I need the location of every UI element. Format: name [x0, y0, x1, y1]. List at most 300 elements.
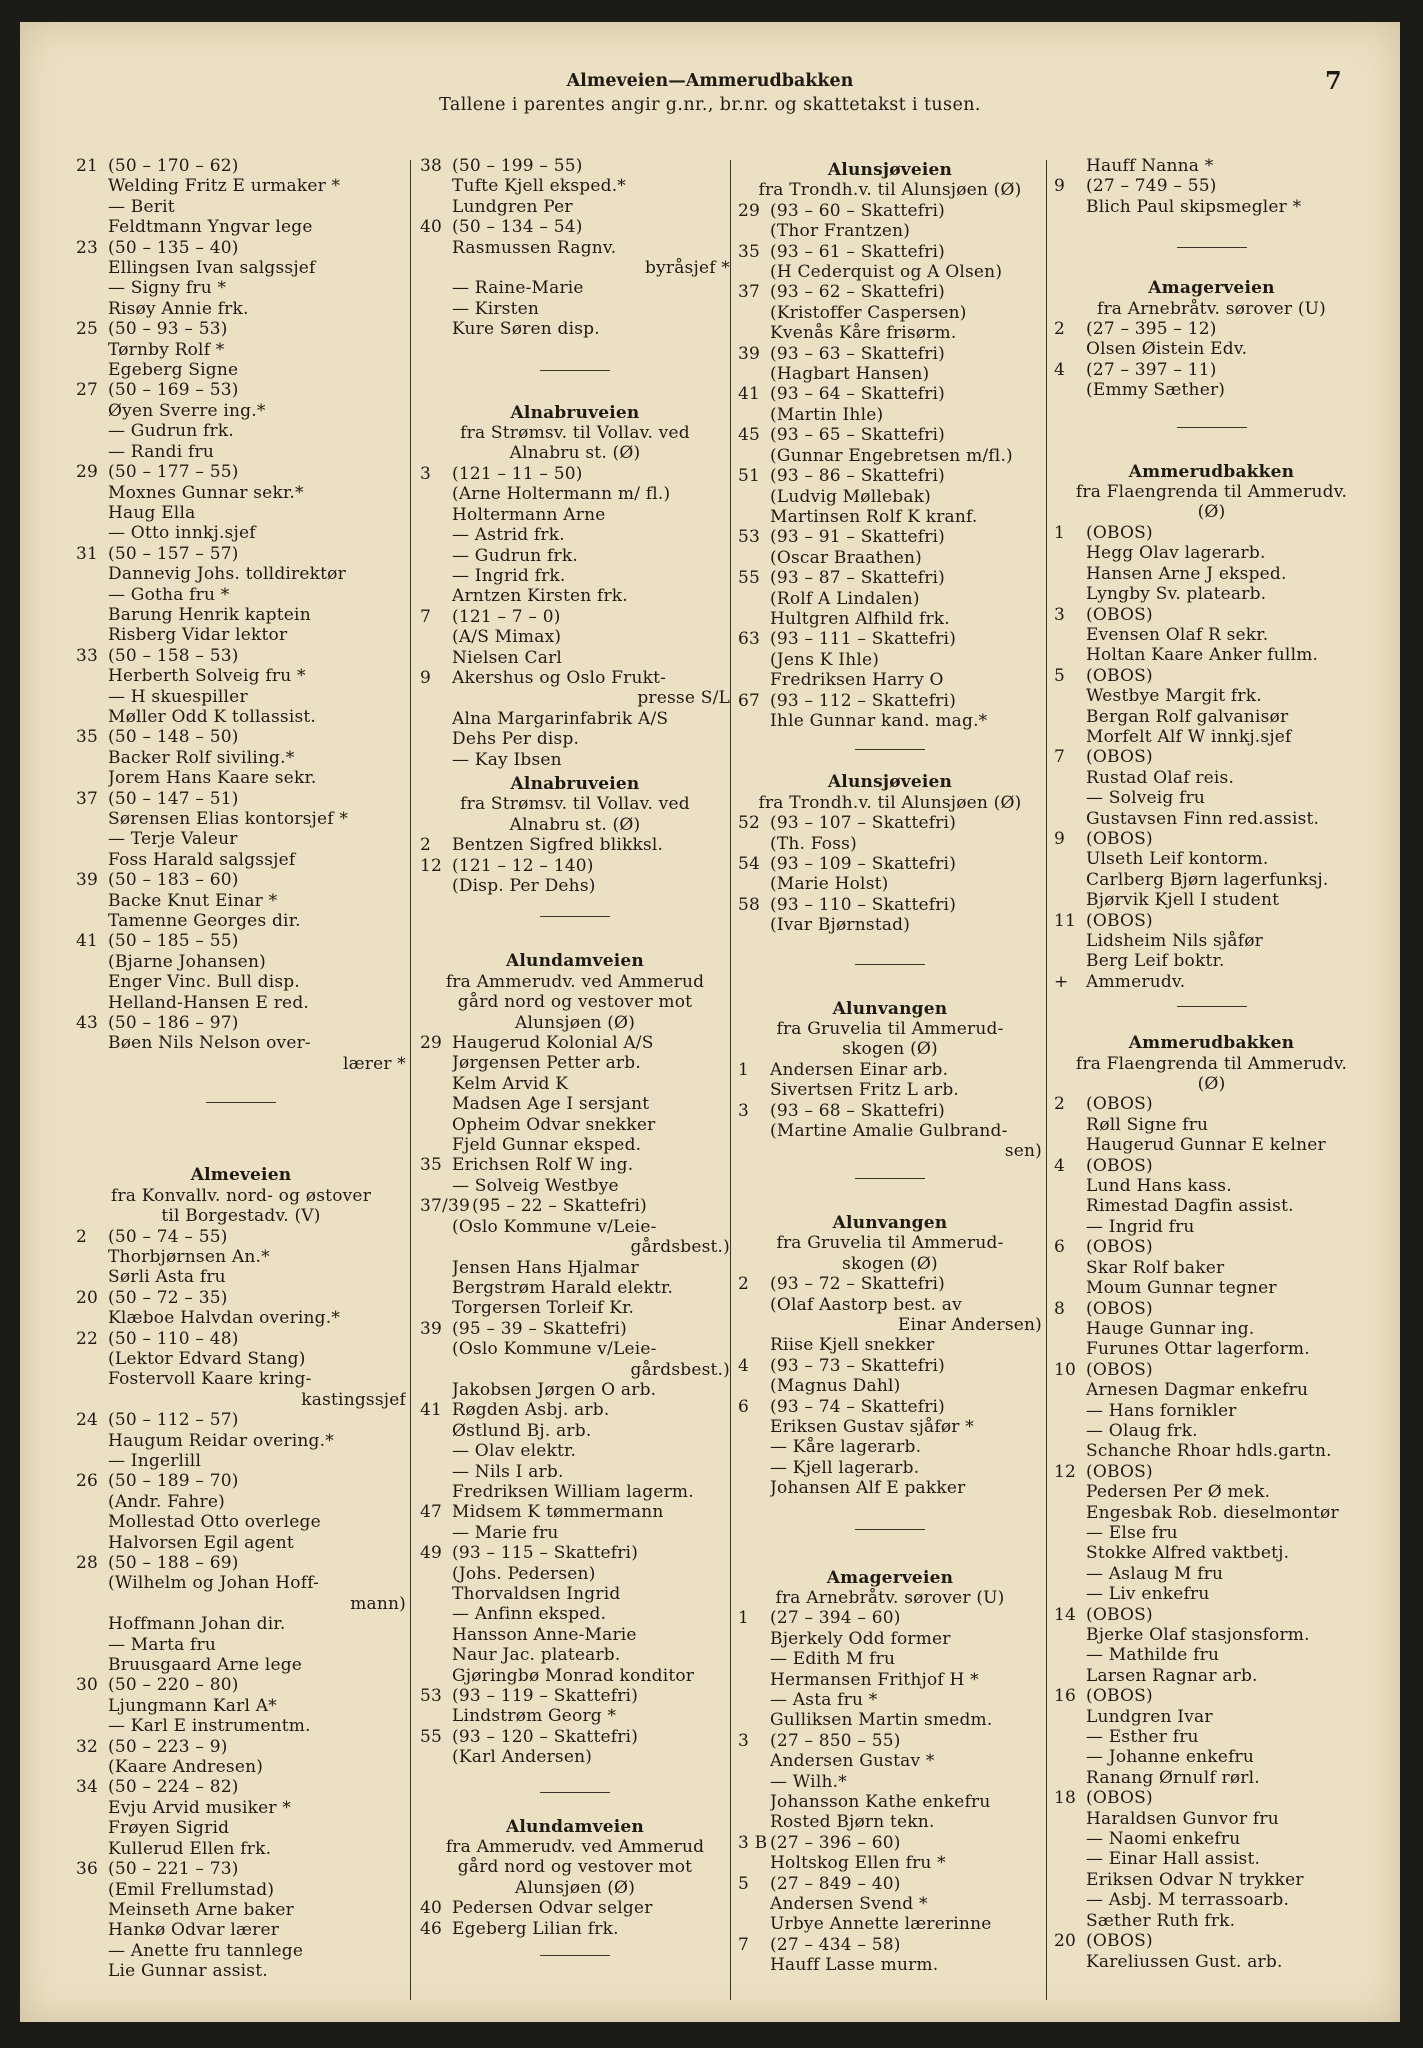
house-number: 4 — [738, 1355, 750, 1376]
house-number: 38 — [420, 156, 443, 176]
list-item — [738, 221, 1042, 241]
section-divider — [206, 1102, 276, 1103]
list-item — [76, 1573, 406, 1593]
house-number — [1054, 686, 1086, 706]
entry-text: (OBOS) — [1086, 1788, 1153, 1809]
house-number: 51 — [738, 466, 761, 487]
house-number: 35 — [738, 241, 761, 262]
entry-text: Furunes Ottar lagerform. — [1086, 1339, 1310, 1360]
house-number — [1054, 1258, 1086, 1278]
house-number: 5 — [738, 1873, 750, 1894]
house-number — [738, 548, 770, 568]
house-number — [1054, 1952, 1086, 1972]
entry-text: (Th. Foss) — [770, 833, 857, 854]
list-item — [738, 303, 1042, 323]
entry-text: Klæboe Halvdan overing.* — [108, 1308, 341, 1329]
list-item — [738, 1833, 1042, 1853]
house-number: 14 — [1054, 1604, 1077, 1625]
list-item — [420, 1462, 730, 1482]
entry-text: Lie Gunnar assist. — [108, 1961, 268, 1982]
list-item — [738, 1356, 1042, 1376]
continuation-text: sen) — [1004, 1141, 1042, 1162]
list-item — [76, 340, 406, 360]
list-item — [1054, 1462, 1369, 1482]
entry-text: Jørgensen Petter arb. — [452, 1053, 641, 1074]
street-section-alnabruveien — [420, 403, 730, 770]
house-number: 2 — [420, 835, 432, 856]
street-description: fra Konvallv. nord- og østover — [110, 1185, 372, 1206]
entry-text: (50 – 177 – 55) — [108, 462, 239, 483]
house-number — [738, 1914, 770, 1934]
entry-text: — Kirsten — [452, 298, 540, 319]
list-item — [1054, 849, 1369, 869]
list-item — [420, 1360, 730, 1380]
list-item — [76, 1451, 406, 1471]
house-number — [1054, 1401, 1086, 1421]
list-item — [76, 687, 406, 707]
list-item — [1054, 1094, 1369, 1114]
house-number — [738, 507, 770, 527]
list-item — [76, 1798, 406, 1818]
list-item — [76, 931, 406, 951]
entry-text: — H skuespiller — [108, 686, 248, 707]
house-number — [76, 666, 108, 686]
house-number — [1054, 1625, 1086, 1645]
entry-text: (OBOS) — [1086, 1155, 1153, 1176]
list-item — [420, 1339, 730, 1359]
list-item — [420, 1666, 730, 1686]
house-number — [738, 834, 770, 854]
list-item — [76, 299, 406, 319]
list-item — [76, 1635, 406, 1655]
entry-text: Naur Jac. platearb. — [452, 1645, 621, 1666]
house-number — [1054, 1339, 1086, 1359]
list-item — [738, 344, 1042, 364]
list-item — [738, 1080, 1042, 1100]
house-number — [738, 1649, 770, 1669]
entry-text: Rustad Olaf reis. — [1086, 767, 1235, 788]
section-divider — [855, 749, 925, 750]
house-number — [738, 1458, 770, 1478]
list-item — [76, 1737, 406, 1757]
entry-text: — Einar Hall assist. — [1086, 1849, 1261, 1870]
list-item — [738, 813, 1042, 833]
house-number — [738, 1751, 770, 1771]
list-item — [738, 1955, 1042, 1975]
entry-text: — Gudrun frk. — [108, 421, 234, 442]
entry-text: (50 – 74 – 55) — [108, 1226, 228, 1247]
entry-text: (93 – 60 – Skattefri) — [770, 200, 946, 221]
street-heading: Almeveien — [190, 1165, 292, 1186]
street-description: skogen (Ø) — [842, 1253, 938, 1274]
list-item — [76, 442, 406, 462]
list-item — [420, 1645, 730, 1665]
entry-text: (50 – 148 – 50) — [108, 727, 239, 748]
list-item — [76, 727, 406, 747]
entry-text: — Else fru — [1086, 1522, 1178, 1543]
house-number — [420, 1706, 452, 1726]
entry-text: Rasmussen Ragnv. — [452, 237, 617, 258]
entry-text: Dannevig Johs. tolldirektør — [108, 564, 346, 585]
entry-text: — Kåre lagerarb. — [770, 1437, 922, 1458]
house-number: 55 — [420, 1726, 443, 1747]
house-number — [76, 972, 108, 992]
entry-text: (93 – 109 – Skattefri) — [770, 854, 957, 874]
directory-page — [20, 22, 1400, 2022]
entry-text: Bøen Nils Nelson over- — [108, 1033, 311, 1054]
section-divider — [855, 1529, 925, 1530]
house-number: 39 — [420, 1318, 443, 1339]
list-item — [1054, 1911, 1369, 1931]
section-divider — [540, 1955, 610, 1956]
entry-text: (Wilhelm og Johan Hoff- — [108, 1573, 320, 1594]
street-section-alunsjoveien — [738, 772, 1042, 935]
house-number: 45 — [738, 425, 761, 446]
list-item — [76, 1431, 406, 1451]
house-number: 7 — [738, 1934, 750, 1955]
list-item — [1054, 727, 1369, 747]
list-item — [76, 544, 406, 564]
entry-text: — Asbj. M terrassoarb. — [1086, 1890, 1290, 1911]
list-item — [1054, 1523, 1369, 1543]
house-number: 53 — [738, 527, 761, 548]
list-item — [76, 1614, 406, 1634]
house-number — [420, 1441, 452, 1461]
house-number: 33 — [76, 645, 99, 666]
house-number: 27 — [76, 380, 99, 401]
list-item — [76, 1594, 406, 1614]
list-item — [1054, 870, 1369, 890]
entry-text: (93 – 91 – Skattefri) — [770, 527, 946, 548]
entry-text: (93 – 64 – Skattefri) — [770, 384, 946, 405]
list-item — [738, 1141, 1042, 1161]
list-item — [1054, 1768, 1369, 1788]
list-item — [738, 262, 1042, 282]
house-number — [1054, 707, 1086, 727]
house-number: 16 — [1054, 1686, 1077, 1707]
entry-text: (OBOS) — [1086, 1094, 1153, 1115]
entry-text: Andersen Svend * — [770, 1894, 928, 1915]
house-number — [76, 176, 108, 196]
list-item — [76, 1941, 406, 1961]
entry-text: Hermansen Frithjof H * — [770, 1669, 979, 1690]
list-item — [738, 384, 1042, 404]
entry-text: — Nils I arb. — [452, 1461, 564, 1482]
house-number — [738, 589, 770, 609]
column-rule — [410, 160, 411, 2000]
list-item — [738, 364, 1042, 384]
street-heading: Ammerudbakken — [1128, 1033, 1295, 1054]
list-item — [1054, 1829, 1369, 1849]
entry-text: — Gotha fru * — [108, 584, 230, 605]
entry-text: Holtermann Arne — [452, 504, 606, 525]
house-number — [1054, 197, 1086, 217]
house-number: 3 — [738, 1730, 750, 1751]
entry-text: Engesbak Rob. dieselmontør — [1086, 1502, 1339, 1523]
entry-text: (93 – 68 – Skattefri) — [770, 1100, 946, 1121]
entry-text: (50 – 110 – 48) — [108, 1328, 239, 1349]
house-number — [420, 176, 452, 196]
house-number — [1054, 1278, 1086, 1298]
entry-text: Martinsen Rolf K kranf. — [770, 506, 978, 527]
entry-text: (50 – 186 – 97) — [108, 1013, 239, 1034]
house-number — [76, 299, 108, 319]
list-item — [1054, 707, 1369, 727]
house-number — [1054, 645, 1086, 665]
list-item — [1054, 1196, 1369, 1216]
list-item — [420, 607, 730, 627]
house-number — [420, 648, 452, 668]
house-number — [1054, 1115, 1086, 1135]
house-number — [738, 323, 770, 343]
entry-text: (Hagbart Hansen) — [770, 364, 930, 385]
list-item — [76, 1655, 406, 1675]
entry-text: Haug Ella — [108, 502, 196, 523]
entry-text: (93 – 72 – Skattefri) — [770, 1274, 946, 1295]
house-number: 23 — [76, 237, 99, 258]
entry-text: Fredriksen William lagerm. — [452, 1481, 694, 1502]
entry-text: (50 – 188 – 69) — [108, 1553, 239, 1573]
entry-text: — Edith M fru — [770, 1649, 896, 1670]
entry-text: Hansson Anne-Marie — [452, 1624, 637, 1645]
list-item — [76, 1308, 406, 1328]
house-number — [1054, 1870, 1086, 1890]
house-number — [76, 1798, 108, 1818]
list-item — [76, 278, 406, 298]
entry-text: Enger Vinc. Bull disp. — [108, 972, 300, 993]
house-number: 9 — [420, 667, 432, 688]
entry-text: (OBOS) — [1086, 1931, 1153, 1952]
house-number — [76, 1696, 108, 1716]
entry-text: Haugerud Kolonial A/S — [452, 1033, 654, 1054]
entry-text: (50 – 199 – 55) — [452, 156, 583, 176]
entry-text: Haugerud Gunnar E kelner — [1086, 1135, 1326, 1156]
entry-text: (Oscar Braathen) — [770, 547, 922, 568]
entry-text: Andersen Einar arb. — [770, 1059, 949, 1080]
house-number — [1054, 1319, 1086, 1339]
entry-text: (OBOS) — [1086, 1298, 1153, 1319]
entry-text: (A/S Mimax) — [452, 627, 562, 648]
list-item — [76, 176, 406, 196]
house-number: 43 — [76, 1013, 99, 1034]
entry-text: (50 – 112 – 57) — [108, 1410, 239, 1431]
street-section-ammerudbakken — [1054, 1033, 1369, 1972]
entry-text: Arntzen Kirsten frk. — [452, 586, 628, 607]
list-item — [76, 993, 406, 1013]
entry-text: Lindstrøm Georg * — [452, 1706, 617, 1727]
street-description: Alnabru st. (Ø) — [509, 443, 641, 464]
list-item — [420, 835, 730, 855]
entry-text: Hegg Olav lagerarb. — [1086, 543, 1266, 564]
list-item — [1054, 1870, 1369, 1890]
entry-text: (OBOS) — [1086, 665, 1153, 686]
entry-text: (OBOS) — [1086, 1237, 1153, 1258]
entry-text: — Anette fru tannlege — [108, 1940, 304, 1961]
entry-text: Lundgren Ivar — [1086, 1706, 1213, 1727]
entry-text: Arnesen Dagmar enkefru — [1086, 1380, 1309, 1401]
house-number — [420, 566, 452, 586]
house-number — [738, 650, 770, 670]
house-number: 35 — [76, 727, 99, 748]
house-number — [76, 217, 108, 237]
list-item — [420, 1523, 730, 1543]
list-item — [420, 586, 730, 606]
street-section-amagerveien — [738, 1568, 1042, 1976]
list-item — [738, 487, 1042, 507]
house-number — [420, 750, 452, 770]
house-number — [1054, 1747, 1086, 1767]
house-number: 36 — [76, 1859, 99, 1880]
entry-text: (Martine Amalie Gulbrand- — [770, 1121, 1008, 1142]
house-number — [76, 809, 108, 829]
entry-text: Riise Kjell snekker — [770, 1335, 935, 1356]
column-1 — [76, 156, 406, 2016]
house-number: 39 — [738, 343, 761, 364]
house-number — [76, 891, 108, 911]
list-item — [76, 748, 406, 768]
house-number: 5 — [1054, 665, 1066, 686]
list-item — [76, 156, 406, 176]
house-number: 58 — [738, 894, 761, 915]
entry-text: Skar Rolf baker — [1086, 1257, 1225, 1278]
house-number — [738, 1812, 770, 1832]
list-item — [76, 1961, 406, 1981]
list-item — [1054, 156, 1369, 176]
entry-text: Hauge Gunnar ing. — [1086, 1318, 1255, 1339]
house-number — [76, 1757, 108, 1777]
entry-text: (50 – 223 – 9) — [108, 1736, 228, 1757]
list-item — [420, 1441, 730, 1461]
list-item — [420, 217, 730, 237]
page-number: 7 — [1325, 66, 1342, 95]
house-number: 63 — [738, 629, 761, 650]
entry-text: (95 – 22 – Skattefri) — [472, 1196, 648, 1217]
list-item — [738, 1751, 1042, 1771]
entry-text: Tamenne Georges dir. — [108, 911, 301, 932]
house-number: 37 — [76, 788, 99, 809]
list-item — [420, 197, 730, 217]
entry-text: (Thor Frantzen) — [770, 221, 911, 242]
entry-text: Morfelt Alf W innkj.sjef — [1086, 726, 1292, 747]
street-section-alunvangen — [738, 1213, 1042, 1499]
house-number — [76, 1512, 108, 1532]
entry-text: (93 – 119 – Skattefri) — [452, 1686, 639, 1707]
list-item — [420, 1604, 730, 1624]
continuation-text: kastingssjef — [301, 1389, 406, 1410]
list-item — [76, 1369, 406, 1389]
entry-text: Røgden Asbj. arb. — [452, 1400, 610, 1421]
entry-text: (Disp. Per Dehs) — [452, 876, 596, 896]
list-item — [76, 1033, 406, 1053]
entry-text: — Karl E instrumentm. — [108, 1716, 311, 1737]
entry-text: Nielsen Carl — [452, 647, 563, 668]
list-item — [76, 319, 406, 339]
entry-text: Opheim Odvar snekker — [452, 1114, 656, 1135]
house-number — [76, 1247, 108, 1267]
list-item — [76, 1920, 406, 1940]
house-number — [738, 1295, 770, 1315]
section-divider — [855, 1178, 925, 1179]
house-number — [1054, 543, 1086, 563]
entry-text: (Arne Holtermann m/ fl.) — [452, 484, 671, 505]
entry-text: Kvenås Kåre frisørm. — [770, 323, 957, 344]
entry-text: — Wilh.* — [770, 1771, 847, 1792]
list-item — [738, 1690, 1042, 1710]
list-item — [420, 464, 730, 484]
list-item — [738, 1121, 1042, 1141]
list-item — [1054, 605, 1369, 625]
house-number — [1054, 870, 1086, 890]
house-number: 41 — [76, 931, 99, 952]
entry-text: Herberth Solveig fru * — [108, 666, 306, 687]
house-number — [1054, 809, 1086, 829]
house-number — [420, 299, 452, 319]
house-number — [738, 1121, 770, 1141]
entry-text: — Solveig fru — [1086, 788, 1206, 809]
street-description: fra Arnebråtv. sørover (U) — [1096, 298, 1327, 319]
entry-text: Eriksen Gustav sjåfør * — [770, 1416, 974, 1437]
list-item — [1054, 1441, 1369, 1461]
entry-text: (27 – 850 – 55) — [770, 1730, 901, 1751]
entry-text: Jakobsen Jørgen O arb. — [452, 1379, 657, 1400]
entry-text: Sæther Ruth frk. — [1086, 1910, 1236, 1931]
list-item — [1054, 1849, 1369, 1869]
entry-text: — Raine-Marie — [452, 278, 584, 299]
house-number — [420, 1176, 452, 1196]
house-number — [76, 1369, 108, 1389]
list-item — [76, 1390, 406, 1410]
street-section-ammerudbakken — [1054, 462, 1369, 993]
entry-text: — Otto innkj.sjef — [108, 523, 256, 544]
entry-text: Holtskog Ellen fru * — [770, 1853, 946, 1874]
list-item — [76, 666, 406, 686]
entry-text: (50 – 183 – 60) — [108, 870, 239, 891]
house-number — [738, 609, 770, 629]
entry-text: Sørli Asta fru — [108, 1267, 226, 1288]
house-number: 7 — [1054, 747, 1066, 768]
house-number: 34 — [76, 1777, 99, 1798]
list-item — [738, 1874, 1042, 1894]
entry-text: (27 – 395 – 12) — [1086, 319, 1217, 340]
entry-text: Eriksen Odvar N trykker — [1086, 1869, 1304, 1890]
list-item — [1054, 1319, 1369, 1339]
house-number — [420, 1523, 452, 1543]
house-number: 53 — [420, 1686, 443, 1707]
house-number — [76, 1655, 108, 1675]
house-number — [738, 405, 770, 425]
entry-text: (OBOS) — [1086, 747, 1153, 768]
house-number — [1054, 1543, 1086, 1563]
entry-text: (OBOS) — [1086, 1461, 1153, 1482]
house-number — [420, 1482, 452, 1502]
list-item — [420, 1115, 730, 1135]
entry-text: Ljungmann Karl A* — [108, 1695, 277, 1716]
house-number: 2 — [738, 1274, 750, 1295]
list-item — [738, 711, 1042, 731]
house-number: 10 — [1054, 1359, 1077, 1380]
house-number: 25 — [76, 319, 99, 340]
list-item — [420, 1686, 730, 1706]
list-item — [76, 585, 406, 605]
entry-text: Berg Leif boktr. — [1086, 951, 1225, 972]
list-item — [76, 850, 406, 870]
entry-text: (121 – 7 – 0) — [452, 606, 561, 627]
entry-text: (95 – 39 – Skattefri) — [452, 1318, 628, 1339]
list-item — [1054, 890, 1369, 910]
list-item — [1054, 1890, 1369, 1910]
list-item — [1054, 1401, 1369, 1421]
entry-text: Bjerke Olaf stasjonsform. — [1086, 1625, 1310, 1645]
